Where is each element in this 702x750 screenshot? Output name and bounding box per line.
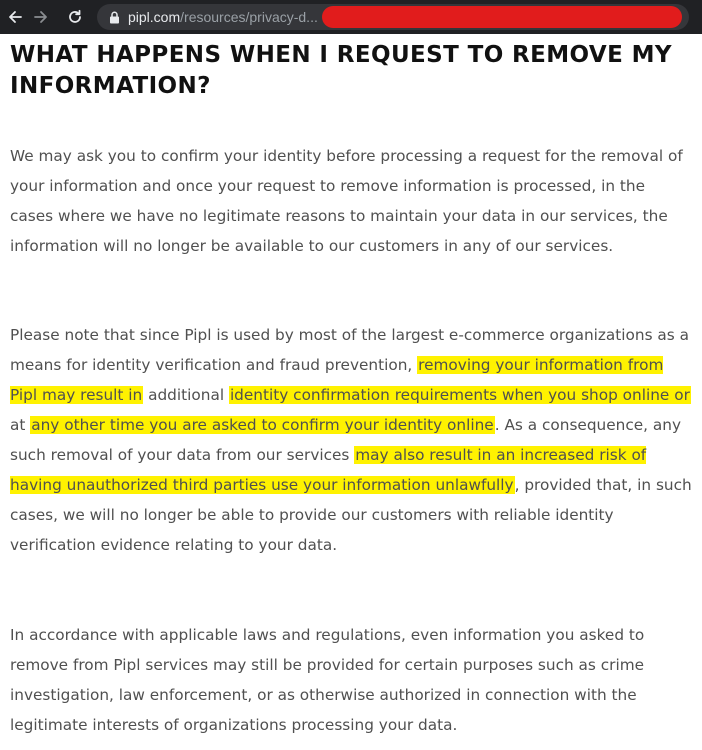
highlighted-text: may also result in an increased risk of having unauthorized third parties use your information unlawfully	[10, 446, 647, 494]
highlighted-text: removing your information from Pipl may result in	[10, 356, 664, 404]
url-domain: pipl.com	[128, 9, 181, 25]
lock-icon[interactable]	[109, 11, 120, 24]
url-path: /resources/privacy-d...	[180, 9, 318, 25]
heading-line-1: WHAT HAPPENS WHEN I REQUEST TO REMOVE MY	[10, 42, 672, 68]
paragraph-removal-consequences	[10, 320, 692, 560]
redaction-box	[322, 6, 682, 28]
text-segment: Please note that since Pipl is used by most of the largest e-commerce organizations as a means for identity verification and fraud prevention,	[10, 326, 690, 374]
reload-icon[interactable]	[62, 0, 88, 34]
forward-arrow-icon[interactable]	[28, 0, 54, 34]
text-segment: at	[10, 416, 31, 434]
url-text[interactable]	[128, 9, 318, 25]
back-arrow-icon[interactable]	[2, 0, 28, 34]
article-body	[0, 34, 702, 740]
address-bar[interactable]	[97, 4, 689, 30]
highlighted-text: any other time you are asked to confirm your identity online	[31, 416, 494, 434]
browser-toolbar	[0, 0, 702, 34]
text-segment: . As a consequence, any such removal of your data from our services	[10, 416, 682, 464]
highlighted-text: identity confirmation requirements when you shop online or	[229, 386, 690, 404]
paragraph-legal-retention: In accordance with applicable laws and regulations, even information you asked to remove from Pipl services may still be provided for certain purposes such as crime investigation, law enforcement, or as otherwise authorized in connection with the legitimate interests of organizations processing your data.	[10, 626, 645, 734]
section-heading	[10, 34, 692, 102]
text-segment: , provided that, in such cases, we will no longer be able to provide our customers with reliable identity verification evidence relating to your data.	[10, 476, 692, 554]
paragraph-identity-confirmation: We may ask you to confirm your identity before processing a request for the removal of your information and once your request to remove information is processed, in the cases where we have no legitimate reasons to maintain your data in our services, the information will no longer be available to our customers in any of our services.	[10, 147, 683, 255]
heading-line-2: INFORMATION?	[10, 73, 211, 99]
text-segment: additional	[143, 386, 229, 404]
